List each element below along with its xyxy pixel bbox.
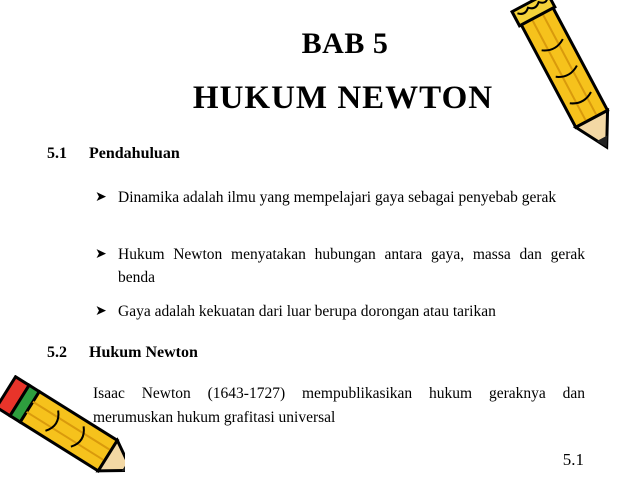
page-number: 5.1: [562, 450, 584, 469]
section-title: Hukum Newton: [89, 344, 198, 361]
arrow-bullet-icon: ➤: [95, 304, 107, 319]
list-item: [93, 300, 585, 323]
section-heading: [47, 344, 198, 362]
section-number: 5.1: [47, 145, 67, 162]
chapter-label: BAB 5: [301, 27, 389, 60]
arrow-bullet-icon: ➤: [95, 190, 107, 205]
list-item: [93, 243, 585, 289]
arrow-bullet-icon: ➤: [95, 247, 107, 262]
section-number: 5.2: [47, 344, 67, 361]
bullet-text: Dinamika adalah ilmu yang mempelajari gaya sebagai penyebab gerak: [118, 189, 557, 206]
page-title: HUKUM NEWTON: [192, 80, 494, 116]
section-paragraph: Isaac Newton (1643-1727) mempublikasikan hukum geraknya dan merumuskan hukum grafitasi universal: [93, 385, 585, 426]
section-heading: [47, 145, 180, 163]
bullet-text: Hukum Newton menyatakan hubungan antara gaya, massa dan gerak benda: [118, 246, 585, 286]
bullet-text: Gaya adalah kekuatan dari luar berupa dorongan atau tarikan: [118, 303, 496, 320]
list-item: [93, 186, 585, 209]
section-title: Pendahuluan: [89, 145, 180, 162]
